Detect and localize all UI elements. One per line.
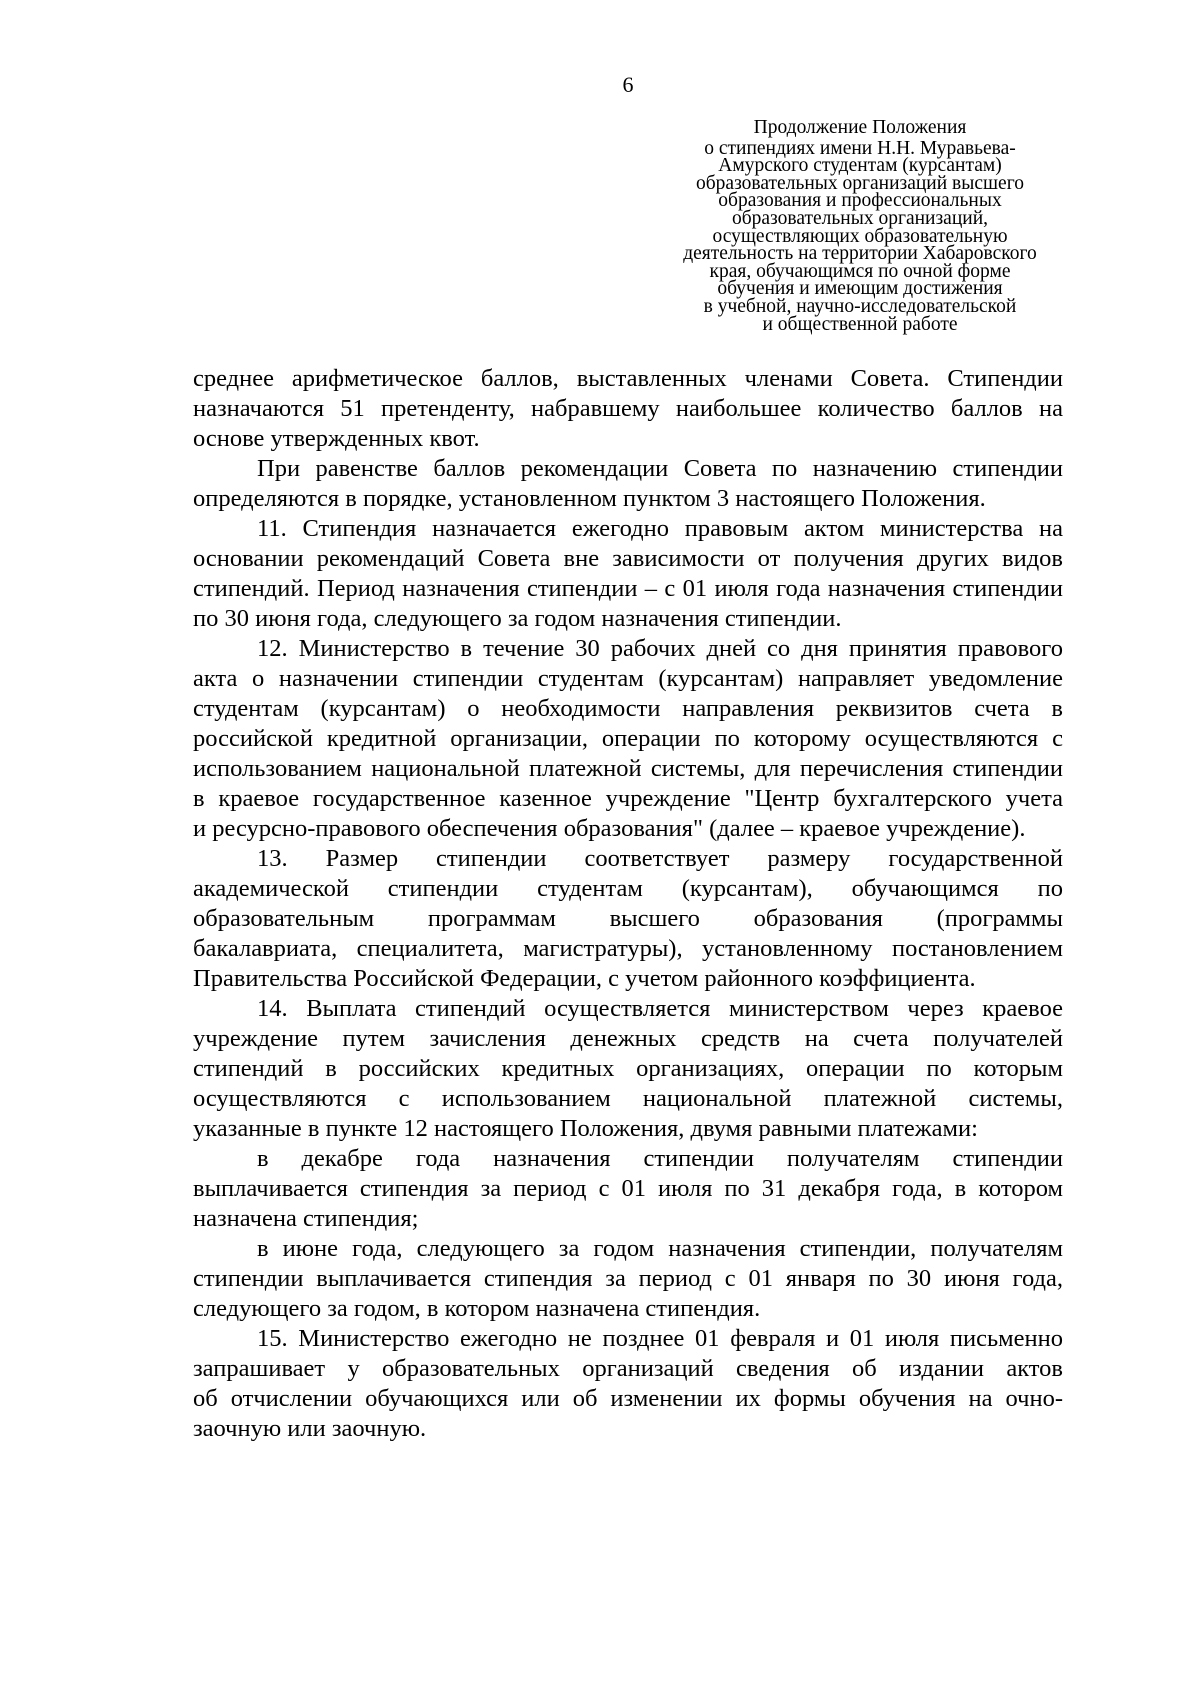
text-line: академической стипендии студентам (курсантам), обучающимся по	[193, 875, 1063, 902]
text-line: студентам (курсантам) о необходимости направления реквизитов счета в	[193, 695, 1063, 722]
text-line: стипендий. Период назначения стипендии – с 01 июля года назначения стипендии	[193, 575, 1063, 602]
text-line: заочную или заочную.	[193, 1415, 427, 1442]
text-line: осуществляются с использованием национальной платежной системы,	[193, 1085, 1063, 1112]
header-line: Продолжение Положения	[753, 117, 967, 138]
document-header	[660, 119, 1060, 333]
text-line: указанные в пункте 12 настоящего Положения, двумя равными платежами:	[193, 1115, 978, 1142]
text-line: основе утвержденных квот.	[193, 425, 480, 452]
paragraph	[193, 364, 1063, 454]
text-line: использованием национальной платежной системы, для перечисления стипендии	[193, 755, 1063, 782]
header-line: края, обучающимся по очной форме	[709, 260, 1011, 282]
header-line: и общественной работе	[762, 313, 958, 335]
text-line: среднее арифметическое баллов, выставленных членами Совета. Стипендии	[193, 365, 1063, 392]
header-line: в учебной, научно-исследовательской	[703, 295, 1017, 317]
text-line: Правительства Российской Федерации, с учетом районного коэффициента.	[193, 965, 976, 992]
text-line: российской кредитной организации, операции по которому осуществляются с	[193, 725, 1063, 752]
header-line: Амурского студентам (курсантам)	[718, 155, 1002, 177]
text-line: назначена стипендия;	[193, 1205, 419, 1232]
header-line: о стипендиях имени Н.Н. Муравьева-	[704, 137, 1016, 159]
text-line: в краевое государственное казенное учреждение "Центр бухгалтерского учета	[193, 785, 1063, 812]
header-line: образования и профессиональных	[718, 190, 1002, 212]
paragraph	[193, 1324, 1063, 1444]
paragraph	[193, 454, 1063, 514]
paragraph	[193, 994, 1063, 1144]
document-body	[193, 364, 1063, 1444]
text-line: запрашивает у образовательных организаций сведения об издании актов	[193, 1355, 1063, 1382]
text-line: основании рекомендаций Совета вне зависимости от получения других видов	[193, 545, 1063, 572]
text-line: 14. Выплата стипендий осуществляется министерством через краевое	[257, 995, 1063, 1022]
header-line: деятельность на территории Хабаровского	[683, 243, 1037, 265]
text-line: образовательным программам высшего образования (программы	[193, 905, 1063, 932]
text-line: об отчислении обучающихся или об изменении их формы обучения на очно-	[193, 1385, 1063, 1412]
paragraph	[193, 514, 1063, 634]
text-line: стипендий в российских кредитных организациях, операции по которым	[193, 1055, 1063, 1082]
paragraph	[193, 634, 1063, 844]
header-line: образовательных организаций высшего	[696, 172, 1024, 194]
text-line: определяются в порядке, установленном пунктом 3 настоящего Положения.	[193, 485, 986, 512]
text-line: 12. Министерство в течение 30 рабочих дней со дня принятия правового	[257, 635, 1063, 662]
text-line: 11. Стипендия назначается ежегодно правовым актом министерства на	[257, 515, 1063, 542]
header-line: осуществляющих образовательную	[712, 225, 1008, 247]
page-number: 6	[622, 72, 634, 97]
paragraph	[193, 844, 1063, 994]
text-line: и ресурсно-правового обеспечения образования" (далее – краевое учреждение).	[193, 815, 1026, 842]
header-line: обучения и имеющим достижения	[717, 278, 1003, 300]
text-line: 13. Размер стипендии соответствует размеру государственной	[257, 845, 1063, 872]
text-line: стипендии выплачивается стипендия за период с 01 января по 30 июня года,	[193, 1265, 1063, 1292]
text-line: При равенстве баллов рекомендации Совета по назначению стипендии	[257, 455, 1063, 482]
text-line: в июне года, следующего за годом назначения стипендии, получателям	[257, 1235, 1063, 1262]
text-line: выплачивается стипендия за период с 01 июля по 31 декабря года, в котором	[193, 1175, 1063, 1202]
text-line: учреждение путем зачисления денежных средств на счета получателей	[193, 1025, 1063, 1052]
text-line: бакалавриата, специалитета, магистратуры), установленному постановлением	[193, 935, 1063, 962]
paragraph	[193, 1144, 1063, 1234]
text-line: по 30 июня года, следующего за годом назначения стипендии.	[193, 605, 842, 632]
text-line: следующего за годом, в котором назначена стипендия.	[193, 1295, 761, 1322]
paragraph	[193, 1234, 1063, 1324]
text-line: акта о назначении стипендии студентам (курсантам) направляет уведомление	[193, 665, 1063, 692]
text-line: 15. Министерство ежегодно не позднее 01 февраля и 01 июля письменно	[257, 1325, 1063, 1352]
text-line: в декабре года назначения стипендии получателям стипендии	[257, 1145, 1063, 1172]
header-line: образовательных организаций,	[731, 207, 989, 229]
text-line: назначаются 51 претенденту, набравшему наибольшее количество баллов на	[193, 395, 1063, 422]
